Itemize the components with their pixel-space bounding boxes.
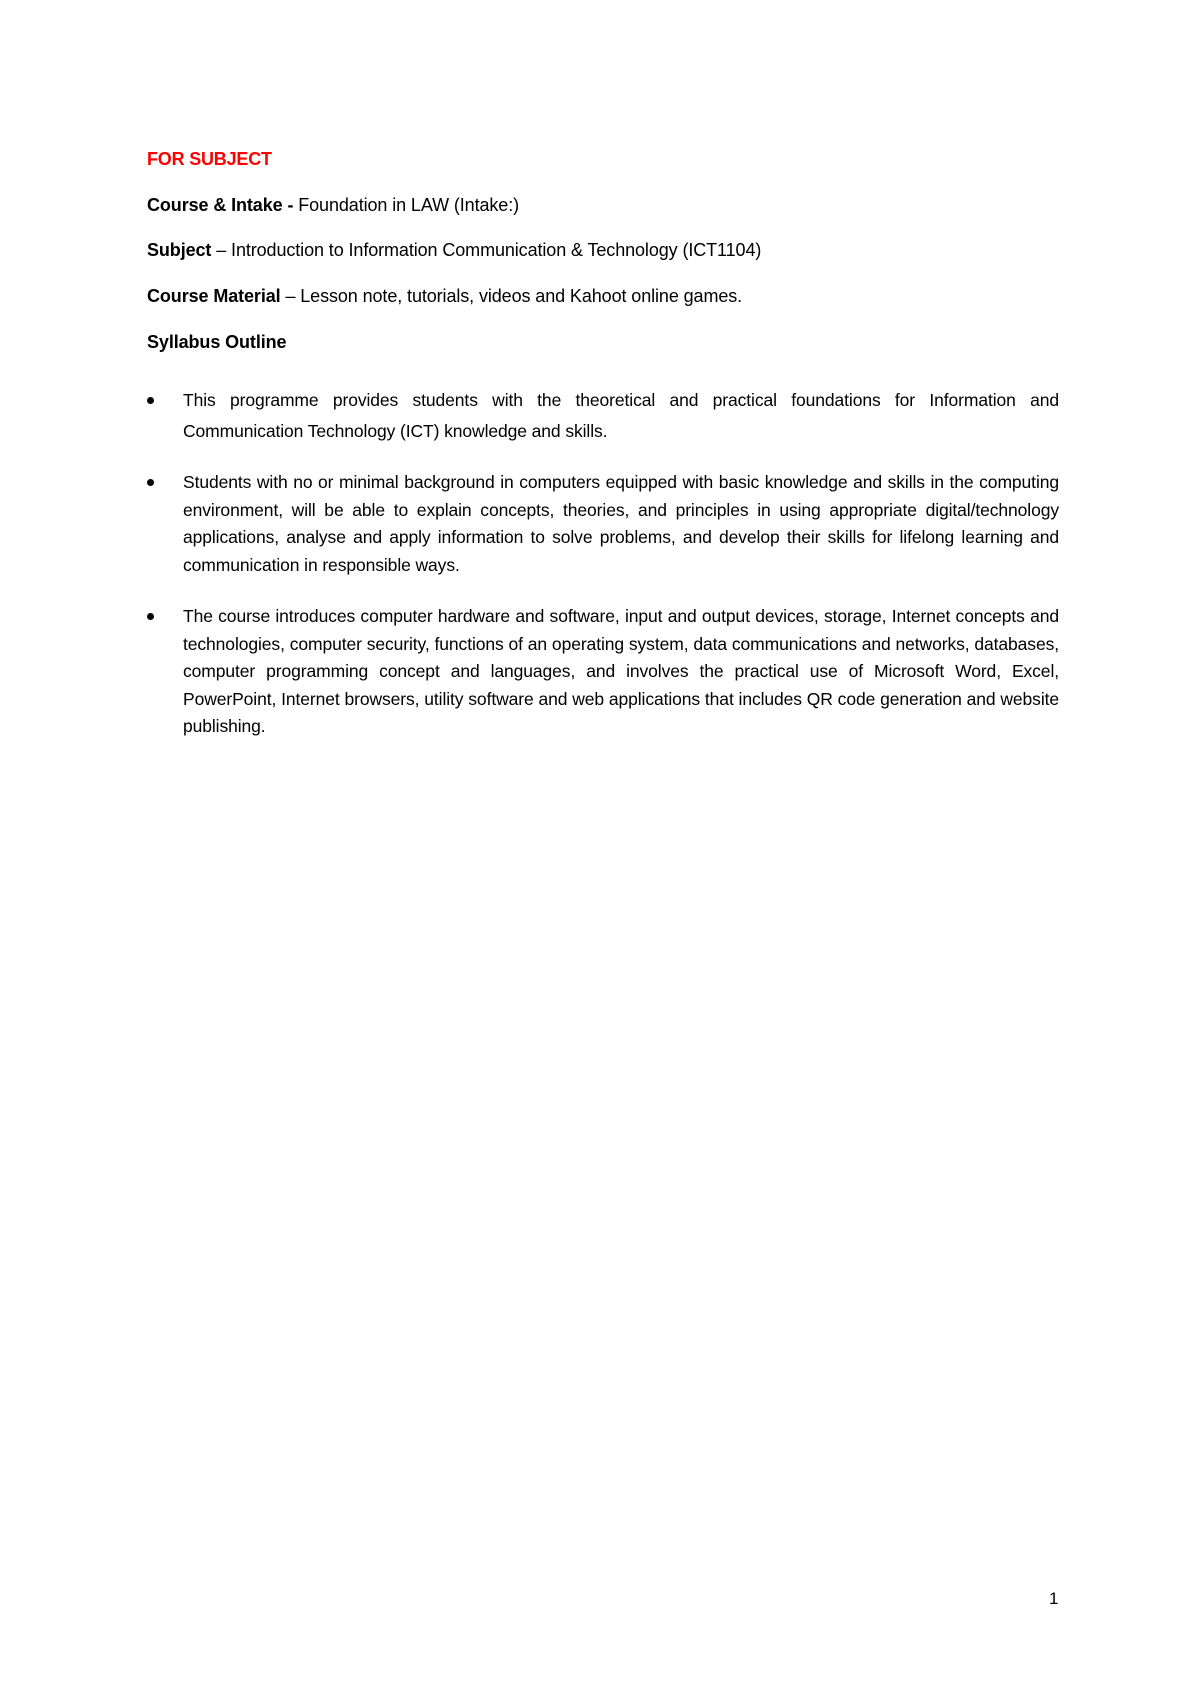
course-material-line — [147, 286, 742, 307]
bullet-text: The course introduces computer hardware and software, input and output devices, storage, Internet concepts and technologies, computer security, functions of an operating system, data communications and networks, databases, computer programming concept and languages, and involves the practical use of Microsoft Word, Excel, PowerPoint, Internet browsers, utility software and web applications that includes QR code generation and website publishing. — [183, 606, 1059, 736]
course-material-value: – Lesson note, tutorials, videos and Kahoot online games. — [280, 286, 743, 306]
subject-line — [147, 240, 761, 261]
subject-label: Subject — [147, 240, 212, 260]
subject-value: – Introduction to Information Communication & Technology (ICT1104) — [211, 240, 762, 260]
list-item — [147, 603, 1059, 741]
course-intake-line — [147, 195, 519, 216]
bullet-icon — [147, 613, 154, 620]
list-item — [147, 385, 1059, 447]
document-heading: FOR SUBJECT — [147, 149, 272, 169]
syllabus-bullet-list — [147, 385, 1059, 765]
list-item — [147, 469, 1059, 579]
course-material-label: Course Material — [147, 286, 281, 306]
syllabus-outline-heading: Syllabus Outline — [147, 332, 287, 352]
course-intake-label: Course & Intake - — [147, 195, 294, 215]
bullet-icon — [147, 479, 154, 486]
course-intake-value: Foundation in LAW (Intake:) — [293, 195, 519, 215]
page-number: 1 — [1049, 1589, 1059, 1608]
bullet-icon — [147, 397, 154, 404]
bullet-text: Students with no or minimal background in computers equipped with basic knowledge and skills in the computing environment, will be able to explain concepts, theories, and principles in using appropriate digital/technology applications, analyse and apply information to solve problems, and develop their skills for lifelong learning and communication in responsible ways. — [183, 472, 1059, 575]
bullet-text: This programme provides students with the theoretical and practical foundations for Information and Communication Technology (ICT) knowledge and skills. — [183, 390, 1059, 441]
